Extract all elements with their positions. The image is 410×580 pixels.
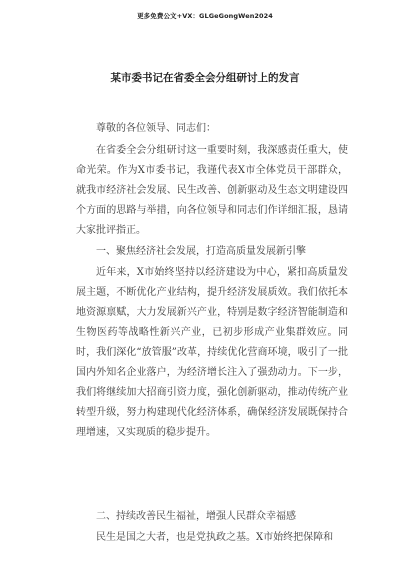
paragraph-economy: 近年来，X市始终坚持以经济建设为中心，紧扣高质量发展主题，不断优化产业结构，提升经济发展质效。我们依托本地资源禀赋，大力发展新兴产业，特别是数字经济智能制造和生物医药等战略性新兴产业，已初步形成产业集群效应。同时，我们深化“放管服”改革，持续优化营商环境，吸引了一批国内外知名企业落户，为经济增长注入了强劲动力。下一步，我们将继续加大招商引资力度，强化创新驱动，推动传统产业转型升级，努力构建现代化经济体系，确保经济发展既保持合理增速，又实现质的稳步提升。 (76, 267, 348, 438)
section-heading-1: 一、聚焦经济社会发展，打造高质量发展新引擎 (96, 246, 306, 257)
paragraph-livelihood: 民生是国之大者，也是党执政之基。X市始终把保障和 (96, 532, 334, 543)
document-title: 某市委书记在省委全会分组研讨上的发言 (110, 72, 300, 84)
paragraph-intro: 在省委全会分组研讨这一重要时刻，我深感责任重大，使命光荣。作为X市委书记，我谨代表X市全体党员干部群众，就我市经济社会发展、民生改善、创新驱动及生态文明建设四个方面的思路与举措，向各位领导和同志们作详细汇报，恳请大家批评指正。 (76, 145, 348, 236)
section-heading-2: 二、持续改善民生福祉，增强人民群众幸福感 (96, 511, 296, 522)
header-note: 更多免费公文+VX：GLGeGongWen2024 (137, 12, 273, 20)
salutation: 尊敬的各位领导、同志们： (96, 123, 216, 134)
